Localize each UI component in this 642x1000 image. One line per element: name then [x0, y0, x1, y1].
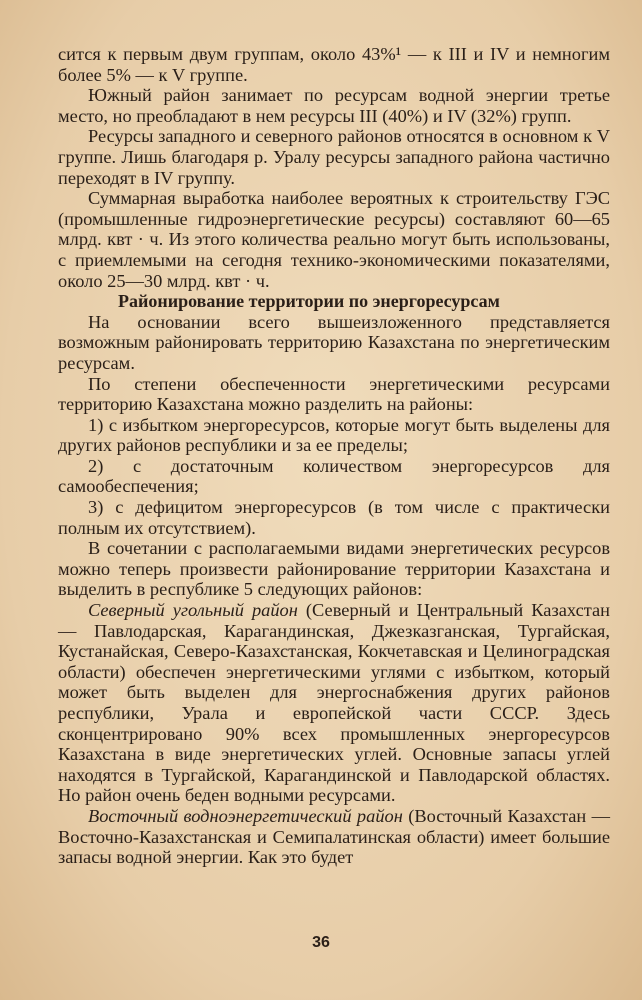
paragraph-total-output: Суммарная выработка наиболее вероятных к строительству ГЭС (промышленные гидроэнергетические ресурсы) составляют 60—65 млрд. квт · ч. Из этого количества реально могут быть использованы, с приемлемыми на сегодня технико-экономическими показателями, около 25—30 млрд. квт · ч.: [58, 188, 610, 291]
region-title-eastern: Восточный водноэнергетический район: [88, 805, 403, 826]
list-item-3: 3) с дефицитом энергоресурсов (в том числе с практически полным их отсутствием).: [58, 497, 610, 538]
paragraph-continuation: сится к первым двум группам, около 43%¹ — к III и IV и немногим более 5% — к V группе.: [58, 44, 610, 85]
body-text: [58, 44, 610, 868]
paragraph-western-northern: Ресурсы западного и северного районов относятся в основном к V группе. Лишь благодаря р. Уралу ресурсы западного района частично переходят в IV группу.: [58, 126, 610, 188]
paragraph-eastern-hydro: [58, 806, 610, 868]
region-body-northern: (Северный и Центральный Казахстан — Павлодарская, Карагандинская, Джезказганская, Тургайская, Кустанайская, Северо-Казахстанская, Кокчетавская и Целиноградская области) обеспечен энергетическими углями с избытком, который может быть выделен для энергоснабжения других районов республики, Урала и европейской части СССР. Здесь сконцентрировано 90% всех промышленных энергоресурсов Казахстана в виде энергетических углей. Основные запасы углей находятся в Тургайской, Карагандинской и Павлодарской областях. Но район очень беден водными ресурсами.: [58, 600, 610, 806]
paragraph-degree: По степени обеспеченности энергетическими ресурсами территорию Казахстана можно разделить на районы:: [58, 373, 610, 415]
region-title-northern: Северный угольный район: [88, 600, 298, 621]
paragraph-northern-coal: [58, 600, 610, 806]
paragraph-regions-intro: В сочетании с располагаемыми видами энергетических ресурсов можно теперь произвести районирование территории Казахстана и выделить в республике 5 следующих районов:: [58, 538, 610, 600]
paragraph-southern-region: Южный район занимает по ресурсам водной энергии третье место, но преобладают в нем ресурсы III (40%) и IV (32%) групп.: [58, 85, 610, 126]
list-item-2: 2) с достаточным количеством энергоресурсов для самообеспечения;: [58, 455, 610, 497]
section-heading: Районирование территории по энергоресурсам: [118, 291, 500, 312]
page-number: 36: [312, 934, 330, 951]
list-item-1: 1) с избытком энергоресурсов, которые могут быть выделены для других районов республики и за ее пределы;: [58, 414, 610, 456]
region-body-eastern: (Восточный Казахстан — Восточно-Казахстанская и Семипалатинская области) имеет большие запасы водной энергии. Как это будет: [58, 805, 611, 868]
paragraph-intro: На основании всего вышеизложенного представляется возможным районировать территорию Казахстана по энергетическим ресурсам.: [58, 311, 610, 373]
